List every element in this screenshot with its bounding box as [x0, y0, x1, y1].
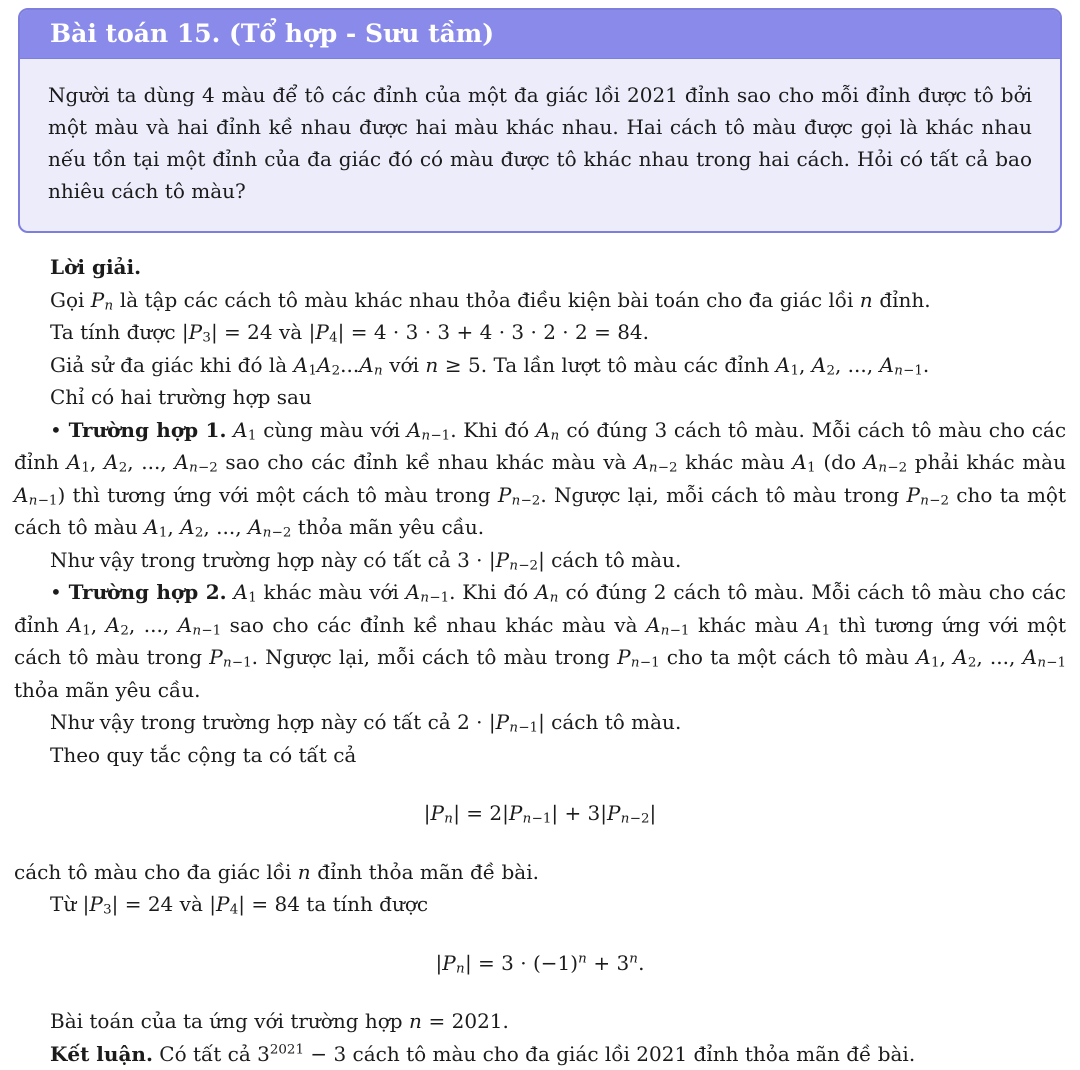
problem-header — [20, 10, 1060, 59]
display-equation: $|P_n| = 3 \cdot (-1)^n + 3^n$. — [14, 947, 1066, 980]
solution-paragraph: Giả sử đa giác khi đó là $A_1A_2...A_n$ với n ≥ 5. Ta lần lượt tô màu các đỉnh $A_1$, $A_2$, ..., $A_{n-1}$. — [14, 349, 1066, 382]
solution-paragraph: Như vậy trong trường hợp này có tất cả $2 \cdot |P_{n-1}|$ cách tô màu. — [14, 706, 1066, 739]
display-equation: $|P_n| = 2|P_{n-1}| + 3|P_{n-2}|$ — [14, 797, 1066, 830]
problem-box — [18, 8, 1062, 233]
solution-paragraph: Từ $|P_3| = 24$ và $|P_4| = 84$ ta tính được — [14, 888, 1066, 921]
solution-paragraph: cách tô màu cho đa giác lồi n đỉnh thỏa mãn đề bài. — [14, 856, 1066, 889]
solution-paragraph: Ta tính được $|P_3| = 24$ và $|P_4| = 4 \cdot 3 \cdot 3 + 4 \cdot 3 \cdot 2 \cdot 2 = 84$. — [14, 316, 1066, 349]
solution-paragraph: Theo quy tắc cộng ta có tất cả — [14, 739, 1066, 772]
solution-section — [14, 251, 1066, 1070]
solution-paragraph: • Trường hợp 2. $A_1$ khác màu với $A_{n-1}$. Khi đó $A_n$ có đúng 2 cách tô màu. Mỗi cách tô màu cho các đỉnh $A_1$, $A_2$, ..., $A_{n-1}$ sao cho các đỉnh kề nhau khác màu và $A_{n-1}$ khác màu $A_1$ thì tương ứng với một cách tô màu trong $P_{n-1}$. Ngược lại, mỗi cách tô màu trong $P_{n-1}$ cho ta một cách tô màu $A_1$, $A_2$, ..., $A_{n-1}$ thỏa mãn yêu cầu. — [14, 576, 1066, 706]
solution-paragraph: Gọi $P_n$ là tập các cách tô màu khác nhau thỏa điều kiện bài toán cho đa giác lồi n đỉnh. — [14, 284, 1066, 317]
solution-paragraph: Bài toán của ta ứng với trường hợp n = 2021. — [14, 1005, 1066, 1038]
problem-title: Bài toán 15. (Tổ hợp - Sưu tầm) — [50, 19, 494, 48]
solution-paragraph: Chỉ có hai trường hợp sau — [14, 381, 1066, 414]
solution-paragraph: Kết luận. Có tất cả $3^{2021} - 3$ cách tô màu cho đa giác lồi 2021 đỉnh thỏa mãn đề bài. — [14, 1038, 1066, 1070]
solution-paragraph: Lời giải. — [14, 251, 1066, 284]
solution-paragraph: • Trường hợp 1. $A_1$ cùng màu với $A_{n-1}$. Khi đó $A_n$ có đúng 3 cách tô màu. Mỗi cách tô màu cho các đỉnh $A_1$, $A_2$, ..., $A_{n-2}$ sao cho các đỉnh kề nhau khác màu và $A_{n-2}$ khác màu $A_1$ (do $A_{n-2}$ phải khác màu $A_{n-1}$) thì tương ứng với một cách tô màu trong $P_{n-2}$. Ngược lại, mỗi cách tô màu trong $P_{n-2}$ cho ta một cách tô màu $A_1$, $A_2$, ..., $A_{n-2}$ thỏa mãn yêu cầu. — [14, 414, 1066, 544]
solution-paragraph: Như vậy trong trường hợp này có tất cả $3 \cdot |P_{n-2}|$ cách tô màu. — [14, 544, 1066, 577]
problem-statement: Người ta dùng 4 màu để tô các đỉnh của một đa giác lồi 2021 đỉnh sao cho mỗi đỉnh được tô bởi một màu và hai đỉnh kề nhau được hai màu khác nhau. Hai cách tô màu được gọi là khác nhau nếu tồn tại một đỉnh của đa giác đó có màu được tô khác nhau trong hai cách. Hỏi có tất cả bao nhiêu cách tô màu? — [20, 59, 1060, 231]
